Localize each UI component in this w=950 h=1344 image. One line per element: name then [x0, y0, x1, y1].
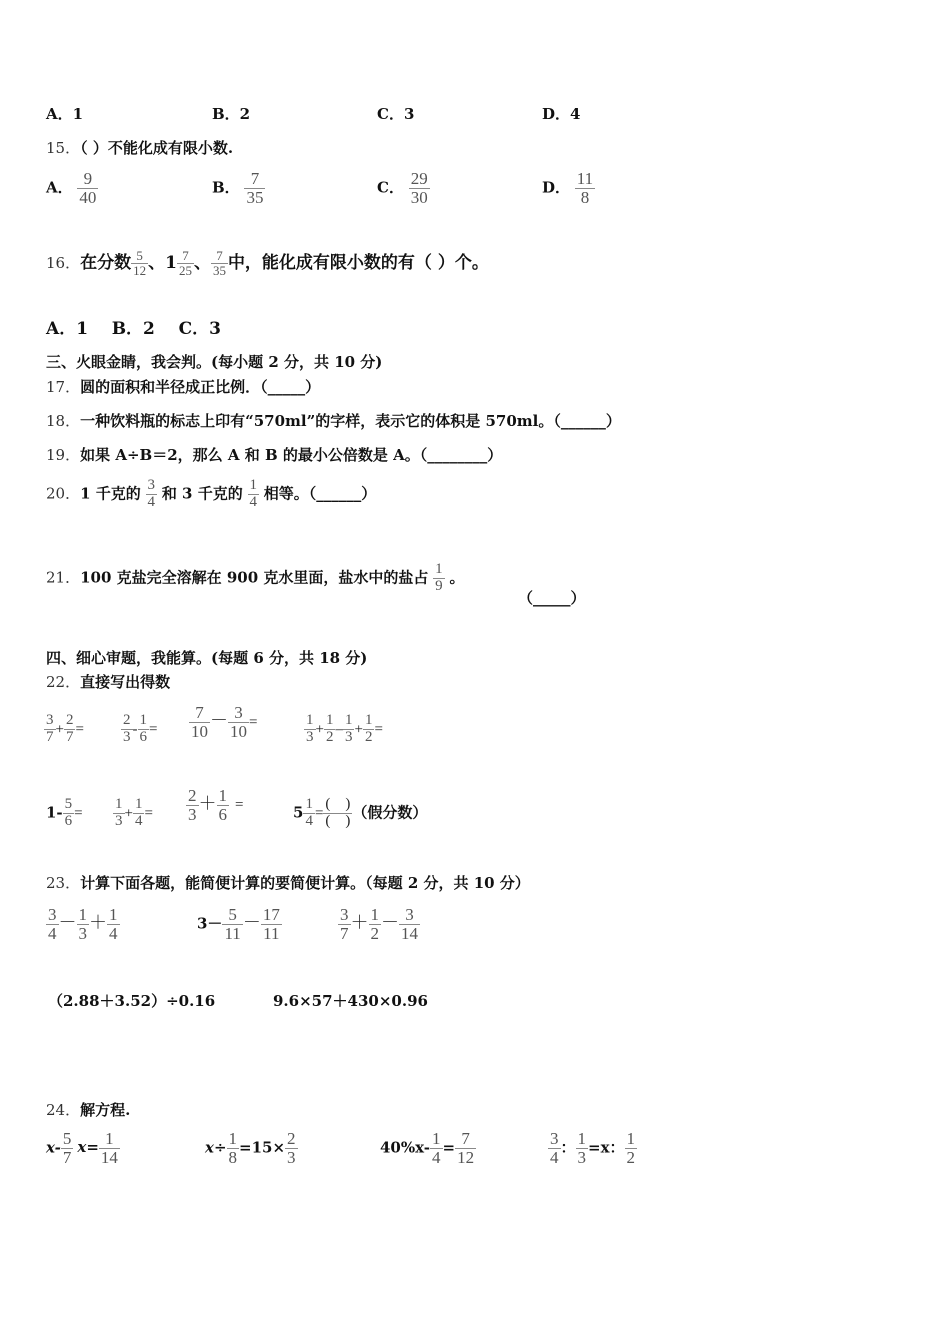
- denominator: 9: [435, 577, 443, 594]
- fraction: [409, 170, 430, 207]
- numerator: 1: [626, 1129, 636, 1148]
- numerator: 1: [435, 561, 443, 577]
- q15-option-c-label: C．: [377, 178, 404, 197]
- fraction: [338, 906, 351, 943]
- q23-number: 23．: [46, 874, 81, 892]
- q16-question: [46, 248, 489, 278]
- equals: =: [235, 797, 244, 814]
- q14-option-a[interactable]: A．1: [46, 105, 84, 123]
- fraction: [303, 797, 315, 830]
- fraction: [189, 704, 210, 741]
- denominator: 6: [139, 728, 147, 745]
- q23-expr-2[interactable]: [197, 906, 282, 943]
- equation-middle: =: [442, 1138, 456, 1157]
- q20-text-3[interactable]: 相等。（______）: [263, 484, 377, 503]
- q21-question: [46, 562, 464, 595]
- operator: ＋: [89, 912, 107, 933]
- improper-fraction-note: （假分数）: [352, 803, 428, 822]
- denominator: 14: [401, 923, 418, 943]
- q15-option-a-label: A．: [46, 178, 73, 197]
- denominator: 3: [344, 728, 353, 745]
- q16-options[interactable]: A．1 B．2 C．3: [46, 319, 221, 339]
- numerator: 1: [305, 796, 313, 812]
- fraction: [575, 170, 595, 207]
- q16-sep1: 、1: [148, 253, 177, 273]
- q24-text: 解方程.: [80, 1101, 131, 1119]
- q21-text-1: 100 克盐完全溶解在 900 克水里面，盐水中的盐占: [80, 568, 429, 587]
- equation-middle: =15×: [239, 1138, 286, 1157]
- denominator: 10: [230, 721, 247, 741]
- fraction: [369, 906, 382, 943]
- q23-text: 计算下面各题，能简便计算的要简便计算。（每题 2 分，共 10 分）: [80, 874, 530, 892]
- numerator: 1: [577, 1129, 587, 1148]
- numerator: 3: [48, 905, 57, 924]
- section4-heading: 四、细心审题，我能算。(每题 6 分，共 18 分): [46, 649, 368, 667]
- operator: －: [381, 912, 399, 933]
- q22-expr-6[interactable]: [113, 797, 153, 830]
- fraction: [46, 906, 59, 943]
- q17-question: [46, 376, 320, 397]
- q15-option-d[interactable]: [542, 170, 595, 207]
- operator: ＋: [350, 912, 369, 933]
- numerator: 11: [576, 169, 594, 188]
- q24-question: [46, 1099, 130, 1120]
- denominator: 40: [79, 187, 97, 207]
- fraction: [324, 713, 336, 746]
- q23-expr-1[interactable]: [46, 906, 120, 943]
- q17-number: 17．: [46, 378, 81, 396]
- q24-equation-4[interactable]: [548, 1130, 637, 1167]
- fraction: [63, 797, 75, 830]
- denominator: 10: [191, 721, 208, 741]
- q24-number: 24．: [46, 1101, 81, 1119]
- fraction: [285, 1130, 298, 1167]
- denominator: 6: [218, 804, 227, 824]
- numerator: 2: [188, 786, 197, 805]
- fraction: [131, 249, 148, 277]
- q22-expr-8[interactable]: [293, 797, 427, 830]
- equals: =: [74, 805, 83, 822]
- numerator: 1: [228, 1129, 238, 1148]
- fraction: [430, 1130, 443, 1167]
- q24-equation-1[interactable]: [46, 1130, 120, 1167]
- q20-text-2: 和 3 千克的: [161, 484, 243, 503]
- fraction: [576, 1130, 589, 1167]
- q14-option-d[interactable]: D．4: [542, 105, 581, 123]
- q15-number: 15．: [46, 139, 81, 157]
- denominator: 2: [626, 1147, 636, 1167]
- denominator: 7: [65, 728, 74, 745]
- q22-expr-7[interactable]: [186, 787, 243, 824]
- denominator: 2: [370, 923, 379, 943]
- q16-number: 16．: [46, 254, 81, 272]
- fraction: [304, 713, 316, 746]
- denominator: 7: [62, 1147, 72, 1167]
- denominator: 3: [188, 804, 197, 824]
- denominator: 3: [306, 728, 314, 745]
- denominator: 3: [287, 1147, 296, 1167]
- denominator: 14: [100, 1147, 118, 1167]
- denominator: 3: [115, 812, 123, 829]
- fraction: [138, 713, 150, 746]
- q19-number: 19．: [46, 446, 81, 464]
- numerator: 1: [115, 796, 123, 812]
- operator: －: [58, 912, 77, 933]
- numerator: 7: [211, 249, 228, 264]
- q16-sep2: 、: [193, 253, 211, 273]
- operator: ＋: [198, 793, 217, 814]
- equals: =: [144, 805, 153, 822]
- denominator: 4: [249, 493, 257, 510]
- numerator: 7: [189, 704, 210, 723]
- fraction: [186, 787, 199, 824]
- operator: －: [242, 912, 261, 933]
- equation-middle: x=: [77, 1138, 99, 1157]
- q14-option-c[interactable]: C．3: [377, 105, 415, 123]
- numerator: 9: [77, 170, 98, 189]
- numerator: 29: [410, 169, 428, 188]
- q22-expr-3[interactable]: [189, 704, 257, 741]
- fraction: [113, 797, 125, 830]
- equation-prefix: x-: [46, 1138, 61, 1157]
- fraction: [211, 249, 228, 277]
- denominator: 6: [64, 812, 73, 829]
- q15-question: [46, 137, 233, 158]
- denominator: 8: [228, 1147, 238, 1167]
- operator: +: [354, 721, 363, 738]
- denominator: 4: [432, 1147, 441, 1167]
- equals: =: [149, 721, 158, 738]
- fraction: [228, 704, 249, 741]
- fraction: [455, 1130, 476, 1167]
- denominator: 7: [46, 728, 54, 745]
- q21-text-2: 。: [449, 568, 465, 587]
- q22-number: 22．: [46, 673, 81, 691]
- denominator: 25: [178, 263, 192, 278]
- numerator: 2: [287, 1129, 296, 1148]
- q16-suffix: 中，能化成有限小数的有（ ）个。: [227, 253, 489, 273]
- numerator: 3: [147, 477, 156, 493]
- fraction: [61, 1130, 74, 1167]
- operator: -: [132, 721, 138, 738]
- fraction: [261, 906, 282, 943]
- denominator: 11: [224, 923, 241, 943]
- denominator: 8: [580, 187, 590, 207]
- denominator: 4: [134, 812, 143, 829]
- denominator: 12: [133, 263, 147, 278]
- q24-equation-2[interactable]: [205, 1130, 298, 1167]
- q21-number: 21．: [46, 568, 81, 587]
- numerator: 17: [262, 905, 280, 924]
- q15-option-b[interactable]: [212, 170, 265, 207]
- numerator: 1: [370, 905, 379, 924]
- denominator: 4: [550, 1147, 559, 1167]
- operator: +: [315, 721, 324, 738]
- numerator: 1: [109, 905, 118, 924]
- operator: +: [124, 805, 133, 822]
- q19-text[interactable]: 如果 A÷B＝2，那么 A 和 B 的最小公倍数是 A。（________）: [80, 446, 503, 464]
- fraction: [343, 713, 355, 746]
- fraction: [99, 1130, 120, 1167]
- operator: +: [55, 721, 64, 738]
- numerator: 1: [364, 712, 373, 728]
- numerator: 1: [99, 1130, 120, 1149]
- numerator: 5: [62, 1129, 72, 1148]
- numerator: 1: [139, 712, 147, 728]
- q24-equation-3[interactable]: [380, 1130, 476, 1167]
- fraction: [248, 478, 260, 511]
- equals: =: [75, 721, 84, 738]
- numerator: 3: [340, 905, 349, 924]
- fraction: [77, 170, 98, 207]
- denominator: 30: [410, 187, 428, 207]
- numerator: 5: [64, 796, 73, 812]
- numerator-blank[interactable]: ( ): [325, 796, 351, 812]
- denominator: 4: [109, 923, 118, 943]
- numerator: 1: [218, 786, 227, 805]
- numerator: 3: [550, 1129, 559, 1148]
- q15-option-c[interactable]: [377, 170, 430, 207]
- numerator: 1: [249, 477, 257, 493]
- denominator: 2: [325, 728, 334, 745]
- equation-prefix: 40%x-: [380, 1138, 431, 1157]
- q22-expr-1[interactable]: [44, 713, 84, 746]
- equation-middle: =x：: [588, 1138, 625, 1157]
- denominator: 4: [305, 812, 313, 829]
- q19-question: [46, 444, 502, 465]
- numerator: 1: [432, 1129, 441, 1148]
- q23-expr-4[interactable]: （2.88＋3.52）÷0.16: [48, 992, 216, 1010]
- fraction: [121, 713, 133, 746]
- numerator: 5: [222, 906, 242, 925]
- numerator: 7: [177, 249, 194, 264]
- fraction: [146, 478, 158, 511]
- numerator: 3: [399, 906, 420, 925]
- equals: =: [314, 805, 324, 822]
- numerator: 1: [306, 712, 314, 728]
- q20-number: 20．: [46, 484, 81, 503]
- fraction[interactable]: [323, 797, 352, 830]
- denominator: 7: [340, 923, 349, 943]
- section3-heading: 三、火眼金睛，我会判。(每小题 2 分，共 10 分): [46, 353, 383, 371]
- q22-text: 直接写出得数: [80, 673, 171, 691]
- numerator: 1: [78, 905, 87, 924]
- numerator: 1: [325, 712, 334, 728]
- q22-question: [46, 671, 170, 692]
- operator: －: [210, 710, 228, 731]
- q15-option-a[interactable]: [46, 170, 98, 207]
- q23-expr-5[interactable]: 9.6×57＋430×0.96: [273, 992, 428, 1010]
- q23-expr-3[interactable]: [338, 906, 420, 943]
- whole-number: 5: [293, 803, 304, 822]
- numerator: 7: [455, 1130, 476, 1149]
- q14-option-b[interactable]: B．2: [212, 105, 251, 123]
- denominator: 2: [364, 728, 373, 745]
- numerator: 3: [46, 712, 54, 728]
- q15-option-b-label: B．: [212, 178, 240, 197]
- numerator: 5: [131, 249, 148, 264]
- q16-prefix: 在分数: [80, 253, 132, 273]
- numerator: 2: [123, 712, 131, 728]
- q18-question: [46, 410, 621, 431]
- numerator: 3: [228, 704, 249, 723]
- ratio-colon: ：: [560, 1138, 576, 1157]
- denominator: 3: [78, 923, 87, 943]
- q22-expr-5[interactable]: [46, 797, 83, 830]
- expression-prefix: 3－: [197, 914, 223, 933]
- q18-number: 18．: [46, 412, 81, 430]
- fraction: [64, 713, 76, 746]
- q20-text-1: 1 千克的: [80, 484, 141, 503]
- denominator: 11: [263, 923, 280, 943]
- q17-text[interactable]: 圆的面积和半径成正比例．（_____）: [80, 378, 321, 396]
- fraction: [217, 787, 230, 824]
- fraction: [363, 713, 375, 746]
- numerator: 7: [244, 170, 265, 189]
- denominator: 4: [48, 923, 57, 943]
- denominator: 35: [246, 187, 264, 207]
- q23-question: [46, 872, 530, 893]
- fraction: [399, 906, 420, 943]
- q20-question: [46, 478, 376, 511]
- fraction: [133, 797, 145, 830]
- q22-expr-4[interactable]: [304, 713, 383, 746]
- numerator: 2: [65, 712, 74, 728]
- q15-text: （ ）不能化成有限小数.: [80, 139, 234, 157]
- fraction: [107, 906, 120, 943]
- numerator: 1: [134, 796, 143, 812]
- q15-option-d-label: D．: [542, 178, 571, 197]
- expression-prefix: 1-: [46, 803, 63, 822]
- q22-expr-2[interactable]: [121, 713, 157, 746]
- denominator: 4: [147, 493, 156, 510]
- denominator: 3: [123, 728, 131, 745]
- fraction: [177, 249, 194, 277]
- operator: –: [335, 721, 343, 738]
- fraction: [244, 170, 265, 207]
- denominator-blank[interactable]: ( ): [325, 812, 351, 829]
- fraction: [227, 1130, 240, 1167]
- fraction: [548, 1130, 561, 1167]
- q21-answer-blank[interactable]: （_____）: [518, 589, 586, 607]
- fraction: [222, 906, 242, 943]
- equation-prefix: x÷: [205, 1138, 227, 1157]
- equals: =: [249, 714, 258, 731]
- fraction: [77, 906, 90, 943]
- fraction: [433, 562, 445, 595]
- equals: =: [374, 721, 383, 738]
- denominator: 12: [457, 1147, 475, 1167]
- denominator: 35: [212, 263, 226, 278]
- numerator: 1: [344, 712, 353, 728]
- fraction: [44, 713, 56, 746]
- fraction: [625, 1130, 638, 1167]
- denominator: 3: [577, 1147, 587, 1167]
- q18-text[interactable]: 一种饮料瓶的标志上印有“570ml”的字样，表示它的体积是 570ml。（______）: [80, 412, 621, 430]
